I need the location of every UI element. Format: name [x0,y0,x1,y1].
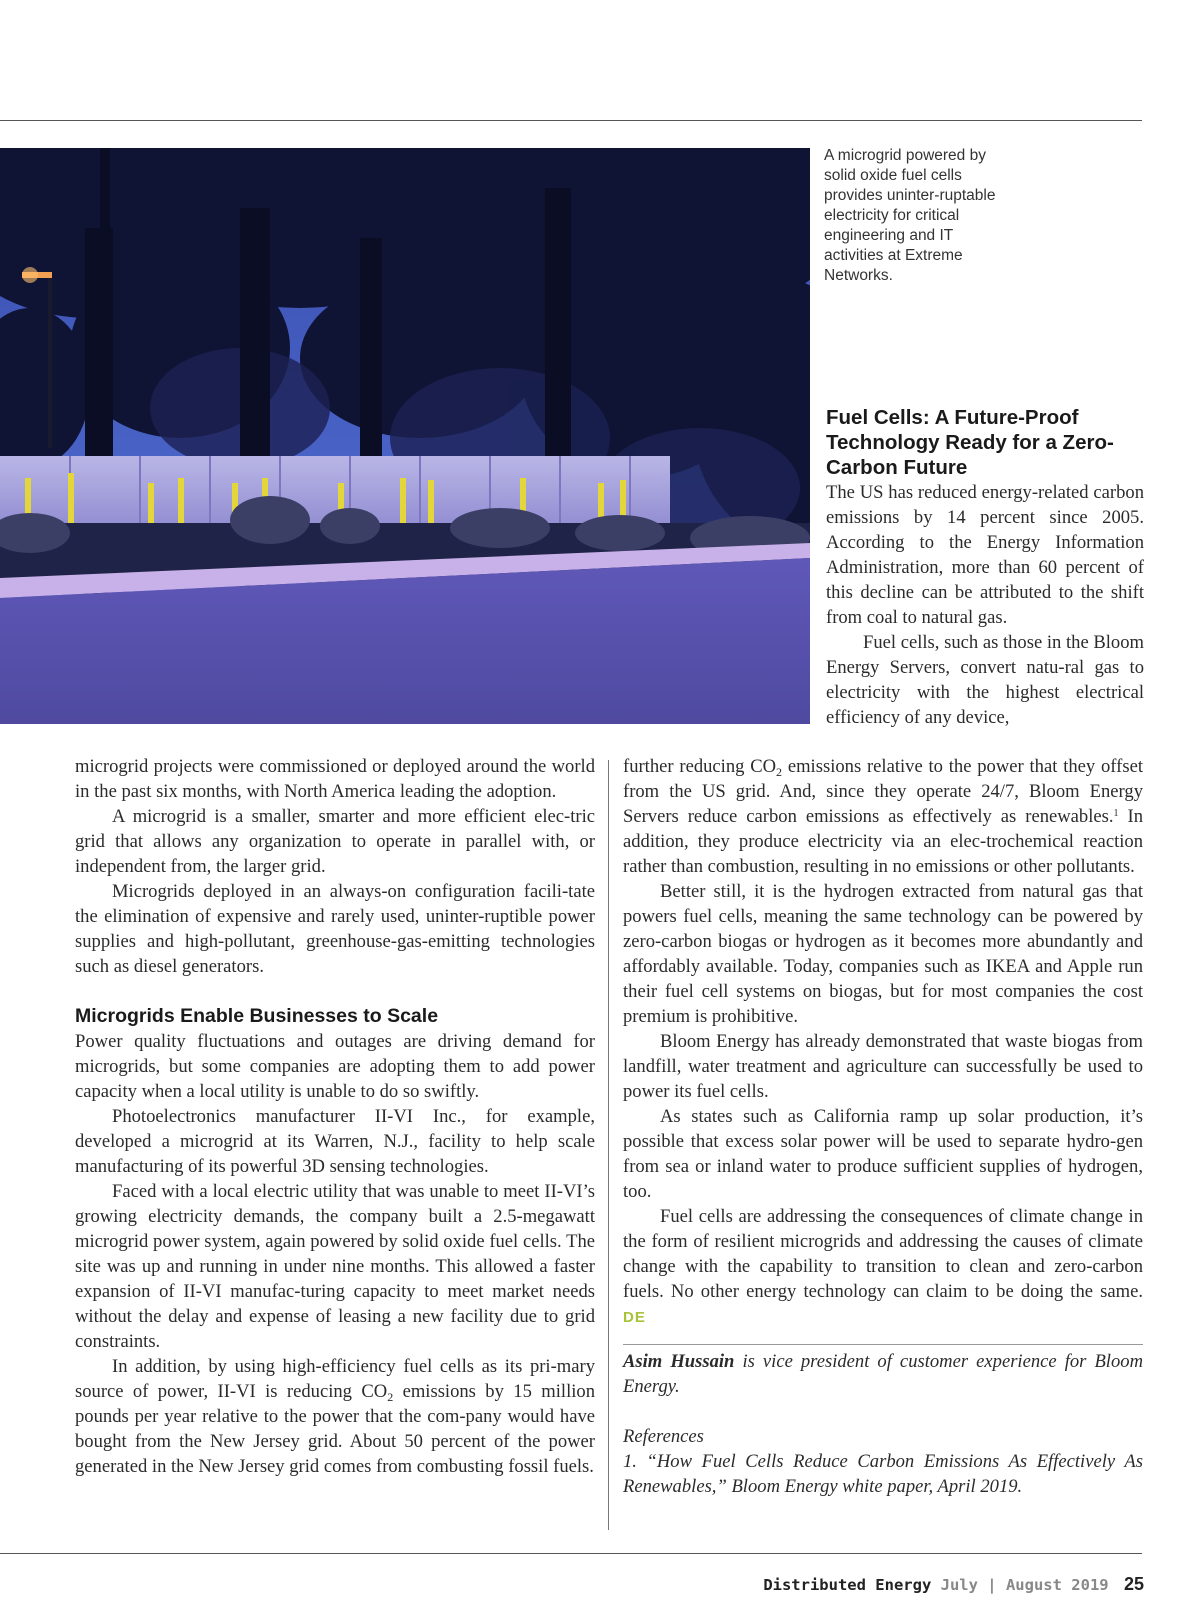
paragraph: Faced with a local electric utility that was unable to meet II-VI’s growing electricity demands, the company built a 2.5-megawatt microgrid power system, again powered by solid oxide fuel cells. The site was up and running in under nine months. This allowed a faster expansion of II-VI manufac-turing capacity to meet market needs without the delay and expense of leasing a new facility due to grid constraints. [75,1181,595,1352]
paragraph: As states such as California ramp up solar production, it’s possible that excess solar power will be used to separate hydro-gen from sea or inland water to produce sufficient supplies of hydrogen, too. [623,1106,1143,1202]
paragraph [623,1204,1143,1330]
text-run: In addition, by using high-efficiency fuel cells as its pri-mary source of power, II-VI is reducing CO [75,1356,595,1402]
column-divider [608,760,609,1530]
author-name: Asim Hussain [623,1351,735,1372]
top-rule [0,120,1142,121]
end-mark: DE [623,1309,646,1326]
author-bio [623,1349,1143,1399]
microgrid-photo [0,148,810,724]
section-heading-fuel-cells: Fuel Cells: A Future-Proof Technology Ready for a Zero-Carbon Future [826,406,1114,479]
footnote-marker: 1 [1113,808,1119,819]
photo-caption: A microgrid powered by solid oxide fuel cells provides uninter-ruptable electricity for critical engineering and IT activities at Extreme Networks. [824,147,996,284]
page-footer [763,1574,1144,1595]
paragraph: Bloom Energy has already demonstrated that waste biogas from landfill, water treatment and agriculture can successfully be used to power its fuel cells. [623,1031,1143,1102]
right-column-upper [826,480,1144,730]
bottom-rule [0,1553,1142,1554]
bio-rule [623,1344,1143,1345]
publication-name: Distributed Energy [763,1576,932,1594]
paragraph [623,754,1143,879]
paragraph: The US has reduced energy-related carbon emissions by 14 percent since 2005. According to the Energy Information Administration, more than 60 percent of this decline can be attributed to the shift from coal to natural gas. [826,482,1144,628]
author-bio-text: is vice president of customer experience for Bloom Energy. [623,1351,1143,1397]
paragraph: Power quality fluctuations and outages are driving demand for microgrids, but some companies are adopting them to add power capacity when a local utility is unable to do so swiftly. [75,1031,595,1102]
subscript: 2 [776,765,783,779]
subscript: 2 [387,1390,394,1404]
page-number: 25 [1123,1574,1144,1594]
paragraph: A microgrid is a smaller, smarter and more efficient elec-tric grid that allows any organization to operate in parallel with, or independent from, the larger grid. [75,806,595,877]
paragraph: microgrid projects were commissioned or deployed around the world in the past six months, with North America leading the adoption. [75,756,595,802]
issue-date: July | August 2019 [940,1576,1109,1594]
text-run: emissions by 15 million pounds per year relative to the power that the com-pany would have bought from the New Jersey grid. About 50 percent of the power generated in the New Jersey grid comes from combusting fossil fuels. [75,1381,595,1477]
references-title: References [623,1426,704,1447]
left-column [75,754,595,1479]
right-column-lower [623,754,1143,1499]
paragraph: Microgrids deployed in an always-on configuration facili-tate the elimination of expensive and rarely used, uninter-ruptible power supplies and high-pollutant, greenhouse-gas-emitting technologies such as diesel generators. [75,881,595,977]
text-run: further reducing CO [623,756,777,777]
reference-item: 1. “How Fuel Cells Reduce Carbon Emissions As Effectively As Renewables,” Bloom Energy white paper, April 2019. [623,1451,1143,1497]
text-run: emissions relative to the power that they offset from the US grid. And, since they operate 24/7, Bloom Energy Servers reduce carbon emissions as effectively as renewables. [623,756,1143,827]
paragraph: Fuel cells, such as those in the Bloom Energy Servers, convert natu-ral gas to electricity with the highest electrical efficiency of any device, [826,632,1144,728]
text-run: In addition, they produce electricity via an elec-trochemical reaction rather than combustion, resulting in no emissions or other pollutants. [623,806,1144,877]
paragraph [75,1354,595,1479]
section-heading-microgrids: Microgrids Enable Businesses to Scale [75,1005,439,1027]
paragraph: Better still, it is the hydrogen extracted from natural gas that powers fuel cells, meaning the same technology can be powered by zero-carbon biogas or hydrogen as it becomes more abundantly and affordably available. Today, companies such as IKEA and Apple run their fuel cell systems on biogas, but for most companies the cost premium is prohibitive. [623,881,1143,1027]
paragraph: Photoelectronics manufacturer II-VI Inc., for example, developed a microgrid at its Warren, N.J., facility to help scale manufacturing of its powerful 3D sensing technologies. [75,1106,595,1177]
text-run: Fuel cells are addressing the consequences of climate change in the form of resilient microgrids and addressing the causes of climate change with the capability to transition to clean and zero-carbon fuels. No other energy technology can claim to be doing the same. [623,1206,1143,1302]
